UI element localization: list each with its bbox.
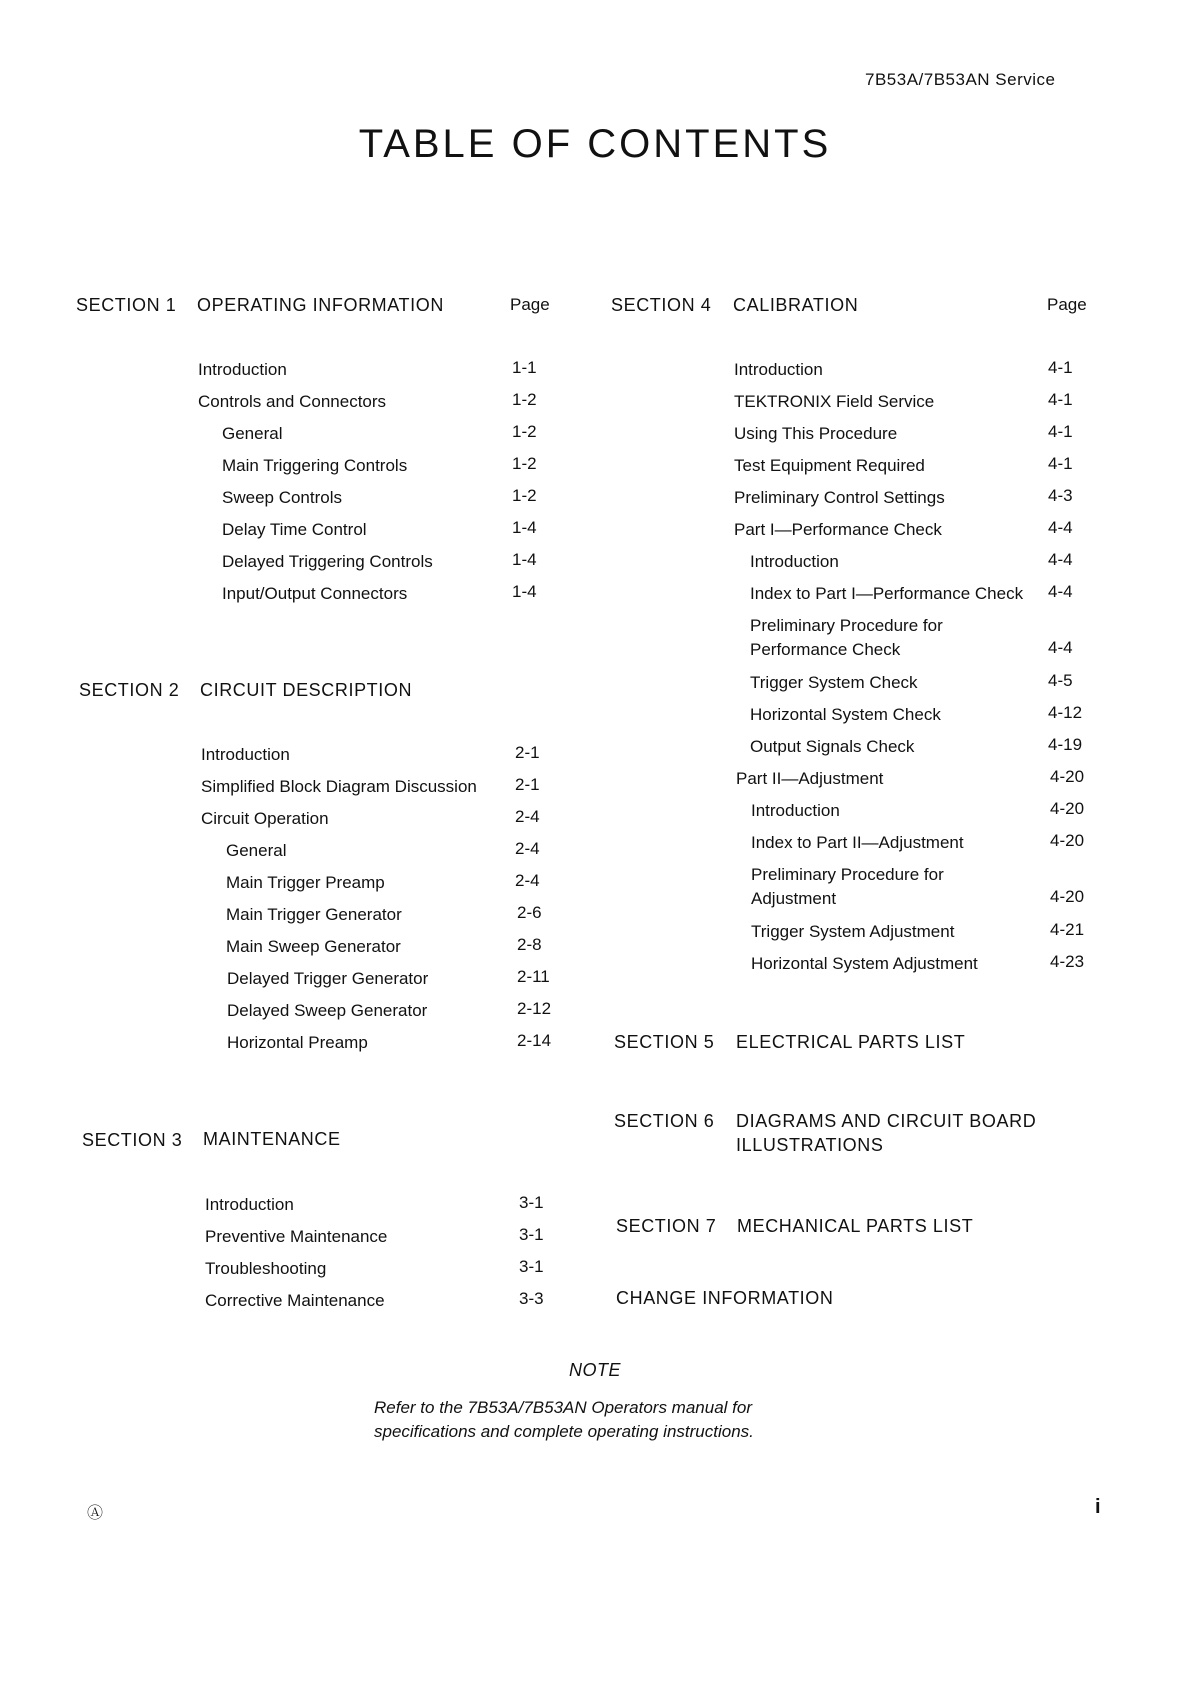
toc-entry-label: Index to Part I—Performance Check [750,584,1024,603]
section-6-label: SECTION 6 [614,1111,715,1131]
toc-entry-page: 3-1 [519,1257,544,1276]
toc-entry-page: 4-5 [1048,671,1073,690]
section-7-title: MECHANICAL PARTS LIST [737,1216,974,1236]
toc-entry-page: 1-4 [512,550,537,569]
toc-entry-page: 1-2 [512,486,537,505]
toc-entry-label: Corrective Maintenance [205,1291,385,1310]
toc-entry-label: Output Signals Check [750,737,915,756]
toc-entry-label: Preliminary Procedure for [751,865,944,884]
toc-entry-page: 2-4 [515,807,540,826]
toc-entry-label: Main Triggering Controls [222,456,408,475]
toc-entry-page: 4-20 [1050,767,1085,786]
toc-entry-page: 3-1 [519,1193,544,1212]
toc-entry-label: Introduction [751,801,840,820]
page-column-header: Page [510,295,550,314]
toc-entry-label: Introduction [201,745,290,764]
change-information-heading: CHANGE INFORMATION [616,1288,834,1308]
toc-entry-page: 2-12 [517,999,552,1018]
toc-entry-label: Main Sweep Generator [226,937,401,956]
toc-entry-label: Preliminary Procedure for [750,616,943,635]
toc-entry-page: 2-8 [517,935,542,954]
toc-entry-label: Index to Part II—Adjustment [751,833,964,852]
toc-entry-label: Trigger System Adjustment [751,922,955,941]
toc-entry-label: Circuit Operation [201,809,329,828]
toc-entry-page: 4-1 [1048,422,1073,441]
toc-entry-page: 2-6 [517,903,542,922]
toc-entry-page: 2-4 [515,839,540,858]
section-4-label: SECTION 4 [611,295,712,315]
toc-entry-page: 2-4 [515,871,540,890]
toc-entry-label: Delay Time Control [222,520,367,539]
toc-entry-page: 4-23 [1050,952,1085,971]
toc-entry-page: 1-4 [512,518,537,537]
note-text: Refer to the 7B53A/7B53AN Operators manual for specifications and complete operating instructions. [374,1398,754,1441]
toc-entry-page: 1-1 [512,358,537,377]
toc-entry-page: 4-20 [1050,887,1085,906]
section-6-title: DIAGRAMS AND CIRCUIT BOARD [736,1111,1037,1131]
toc-entry-page: 4-1 [1048,390,1073,409]
section-1-label: SECTION 1 [76,295,177,315]
toc-entry-page: 4-1 [1048,358,1073,377]
toc-entry-label: Introduction [734,360,823,379]
toc-entry-page: 2-14 [517,1031,552,1050]
toc-entry-label: Trigger System Check [750,673,918,692]
toc-entry-label: Preventive Maintenance [205,1227,388,1246]
toc-entry-page: 1-2 [512,390,537,409]
toc-entry-label: Part I—Performance Check [734,520,942,539]
toc-entry-page: 4-19 [1048,735,1083,754]
toc-entry-label: Introduction [205,1195,294,1214]
section-5-label: SECTION 5 [614,1032,715,1052]
toc-entry-page: 4-1 [1048,454,1073,473]
toc-entry-label: Test Equipment Required [734,456,925,475]
toc-entry-label: Delayed Triggering Controls [222,552,433,571]
page-column-header: Page [1047,295,1087,314]
toc-entry-label: General [226,841,287,860]
toc-entry-page: 3-1 [519,1225,544,1244]
toc-entry-label: Simplified Block Diagram Discussion [201,777,477,796]
toc-entry-page: 4-12 [1048,703,1083,722]
toc-entry-page: 3-3 [519,1289,544,1308]
section-5-title: ELECTRICAL PARTS LIST [736,1032,966,1052]
toc-entry-label: Preliminary Control Settings [734,488,945,507]
toc-entry-page: 4-4 [1048,550,1073,569]
section-2-title: CIRCUIT DESCRIPTION [200,680,413,700]
toc-entry-page: 1-2 [512,454,537,473]
toc-entry-page: 4-4 [1048,518,1073,537]
toc-entry-label: Main Trigger Generator [226,905,402,924]
toc-entry-label-continued: Performance Check [750,640,901,659]
toc-entry-label-continued: Adjustment [751,889,837,908]
toc-entry-page: 1-2 [512,422,537,441]
toc-entry-page: 4-3 [1048,486,1073,505]
toc-entry-page: 2-11 [517,967,550,986]
toc-entry-page: 4-20 [1050,831,1085,850]
toc-entry-label: Delayed Sweep Generator [227,1001,428,1020]
section-6-title-continued: ILLUSTRATIONS [736,1135,884,1155]
section-3-label: SECTION 3 [82,1130,183,1150]
toc-entry-page: 1-4 [512,582,537,601]
section-2-label: SECTION 2 [79,680,180,700]
revision-mark-icon: Ⓐ [87,1505,104,1522]
toc-entry-page: 2-1 [515,775,540,794]
section-3-title: MAINTENANCE [203,1129,341,1149]
toc-entry-label: Horizontal System Adjustment [751,954,978,973]
toc-entry-label: Horizontal Preamp [227,1033,368,1052]
toc-entry-label: Troubleshooting [205,1259,327,1278]
toc-entry-label: Main Trigger Preamp [226,873,385,892]
toc-entry-page: 4-4 [1048,582,1073,601]
document-id: 7B53A/7B53AN Service [865,70,1056,89]
toc-entry-label: Part II—Adjustment [736,769,884,788]
toc-entry-label: Input/Output Connectors [222,584,408,603]
toc-entry-page: 4-4 [1048,638,1073,657]
page-number: i [1095,1496,1101,1518]
section-4-title: CALIBRATION [733,295,859,315]
note-heading: NOTE [568,1360,621,1380]
toc-entry-label: Introduction [750,552,839,571]
page-title: TABLE OF CONTENTS [358,122,832,166]
toc-entry-label: Sweep Controls [222,488,343,507]
section-7-label: SECTION 7 [616,1216,717,1236]
toc-entry-label: Using This Procedure [734,424,898,443]
section-1-title: OPERATING INFORMATION [197,295,444,315]
toc-entry-label: Horizontal System Check [750,705,941,724]
toc-entry-page: 2-1 [515,743,540,762]
toc-entry-page: 4-21 [1050,920,1085,939]
toc-entry-label: TEKTRONIX Field Service [734,392,935,411]
toc-entry-label: Introduction [198,360,287,379]
toc-entry-page: 4-20 [1050,799,1085,818]
toc-entry-label: General [222,424,283,443]
toc-entry-label: Controls and Connectors [198,392,387,411]
toc-entry-label: Delayed Trigger Generator [227,969,429,988]
